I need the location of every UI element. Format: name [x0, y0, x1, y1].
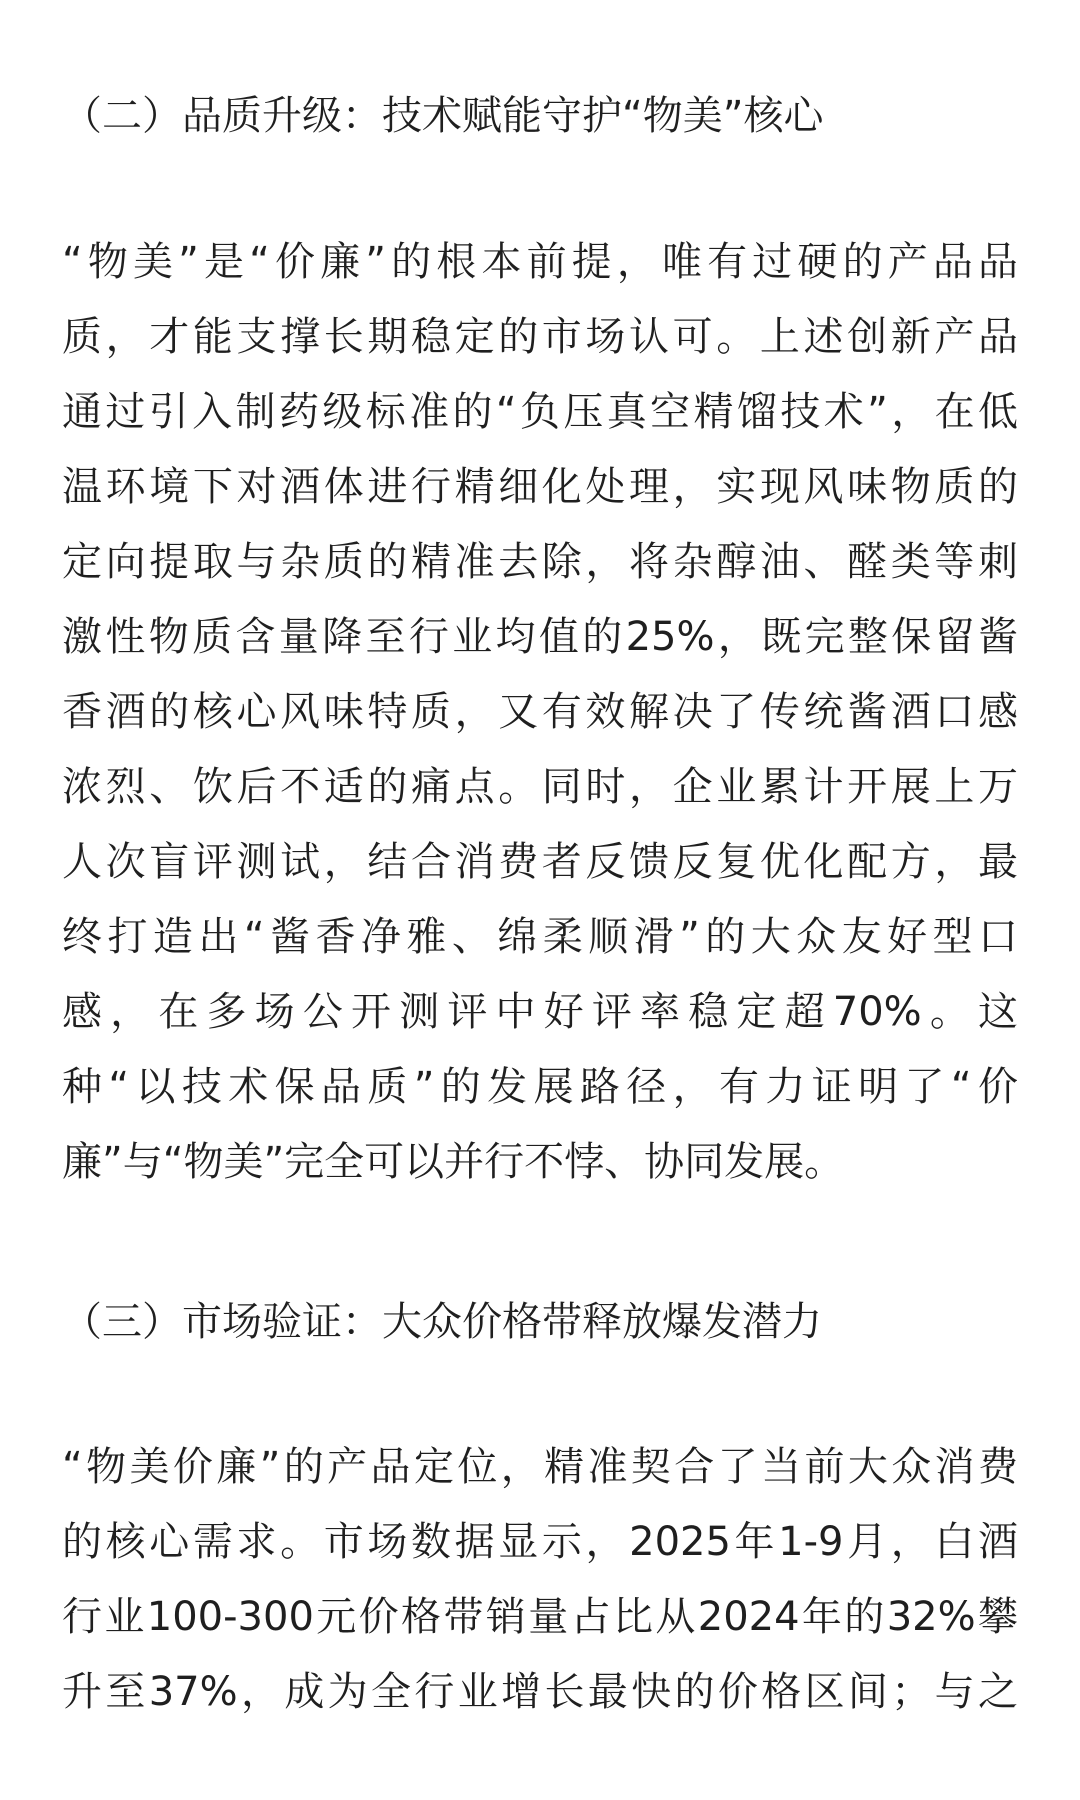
paragraph-line: 升至37%，成为全行业增长最快的价格区间；与之	[62, 1669, 1018, 1715]
paragraph-line: 人次盲评测试，结合消费者反馈反复优化配方，最	[62, 839, 1018, 885]
paragraph-market-validation	[62, 1430, 1018, 1730]
paragraph-line: 温环境下对酒体进行精细化处理，实现风味物质的	[62, 464, 1018, 510]
paragraph-quality-upgrade	[62, 225, 1018, 1200]
paragraph-line: 廉”与“物美”完全可以并行不悖、协同发展。	[62, 1139, 845, 1185]
paragraph-line: 质，才能支撑长期稳定的市场认可。上述创新产品	[62, 314, 1018, 360]
paragraph-line: 定向提取与杂质的精准去除，将杂醇油、醛类等刺	[62, 539, 1018, 585]
paragraph-line: 终打造出“酱香净雅、绵柔顺滑”的大众友好型口	[62, 914, 1018, 960]
paragraph-line: 浓烈、饮后不适的痛点。同时，企业累计开展上万	[62, 764, 1018, 810]
section-heading-market-validation: （三）市场验证：大众价格带释放爆发潜力	[62, 1299, 822, 1345]
paragraph-line: 感，在多场公开测评中好评率稳定超70%。这	[62, 989, 1018, 1035]
paragraph-line: 种“以技术保品质”的发展路径，有力证明了“价	[62, 1064, 1018, 1110]
paragraph-line: 行业100-300元价格带销量占比从2024年的32%攀	[62, 1594, 1018, 1640]
section-heading-quality-upgrade: （二）品质升级：技术赋能守护“物美”核心	[62, 93, 824, 139]
paragraph-line: 激性物质含量降至行业均值的25%，既完整保留酱	[62, 614, 1018, 660]
paragraph-line: 香酒的核心风味特质，又有效解决了传统酱酒口感	[62, 689, 1018, 735]
paragraph-line: “物美”是“价廉”的根本前提，唯有过硬的产品品	[62, 239, 1018, 285]
paragraph-line: “物美价廉”的产品定位，精准契合了当前大众消费	[62, 1444, 1018, 1490]
paragraph-line: 通过引入制药级标准的“负压真空精馏技术”，在低	[62, 389, 1018, 435]
paragraph-line: 的核心需求。市场数据显示，2025年1-9月，白酒	[62, 1519, 1018, 1565]
